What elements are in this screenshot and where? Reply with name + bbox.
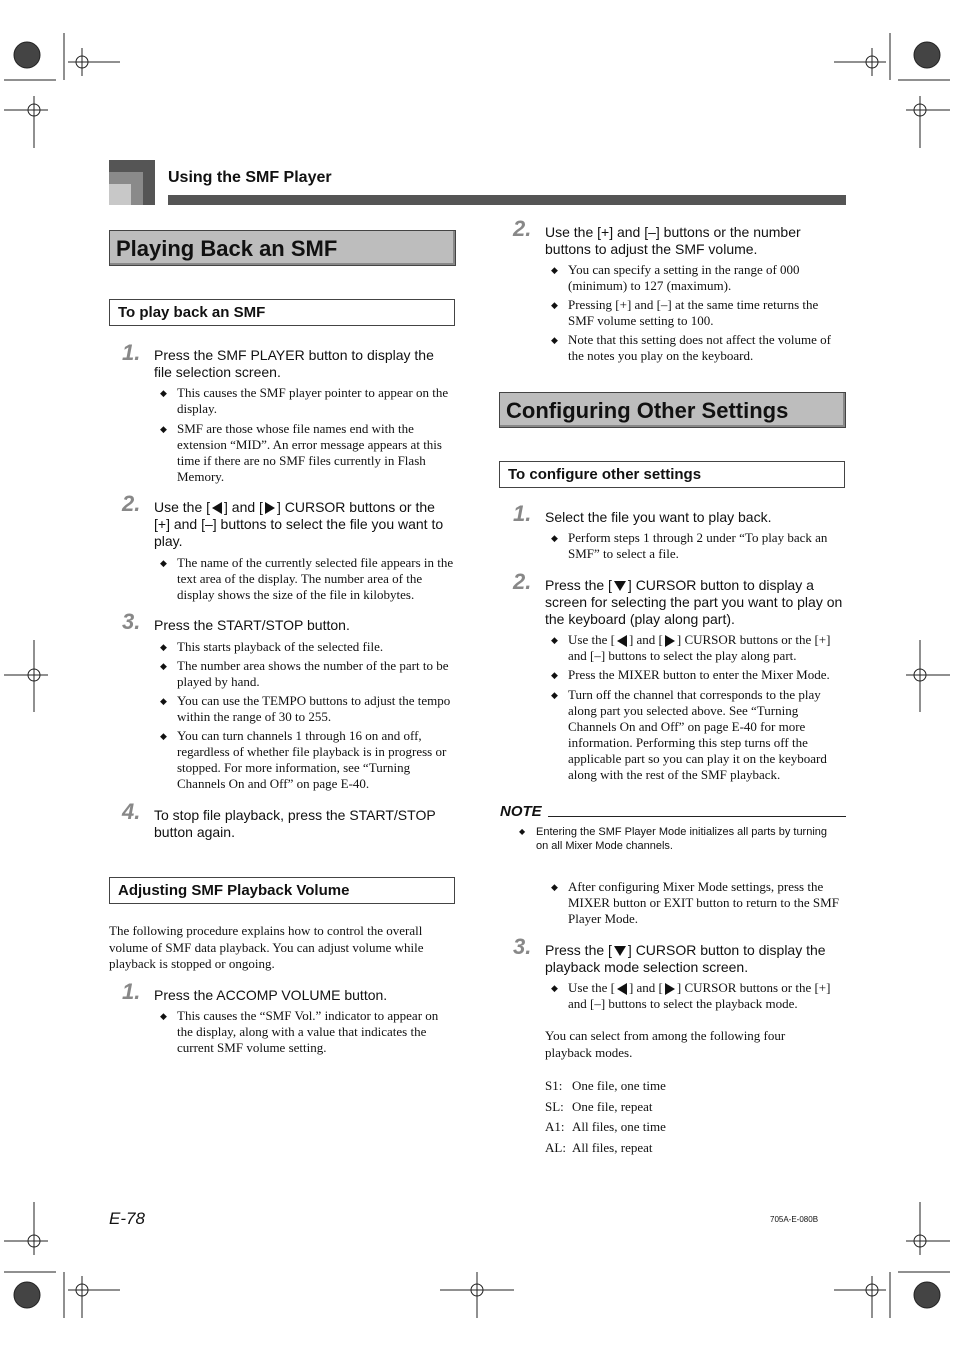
step-text: Press the [ ] CURSOR button to display a screen for selecting the part you want to play on the keyboard (play along part). [545,577,843,627]
bullet-item: ◆ You can turn channels 1 through 16 on and off, regardless of whether file playback is in progress or stopped. For more information, see “Turning Channels On and Off” on page E-40. [160,728,447,791]
page-number: E-78 [109,1209,145,1228]
step-number: 3. [513,934,532,959]
step-text: Press the [ ] CURSOR button to display the playback mode selection screen. [545,942,826,975]
mode-row: A1: All files, one time [545,1119,666,1134]
header-section-title: Using the SMF Player [168,169,332,186]
mode-row: S1: One file, one time [545,1078,666,1093]
header-block-graphic [109,160,155,205]
step-number: 2. [513,216,532,241]
bullet-item: ◆ The number area shows the number of the part to be played by hand. [160,658,449,689]
bullet-item: ◆ SMF are those whose file names end with the extension “MID”. An error message appears at this time if there are no SMF files currently in Flash Memory. [160,421,442,484]
bullet-item: ◆ Pressing [+] and [–] at the same time returns the SMF volume setting to 100. [551,297,819,328]
subsection-title-play-back: To play back an SMF [109,299,455,326]
subsection-title-adjust-volume: Adjusting SMF Playback Volume [109,877,455,904]
bullet-item: ◆ You can specify a setting in the range of 000 (minimum) to 127 (maximum). [551,262,800,293]
bullet-item: ◆ After configuring Mixer Mode settings, press the MIXER button or EXIT button to return to the SMF Player Mode. [551,879,839,926]
mode-row: SL: One file, repeat [545,1099,653,1114]
bullet-item: ◆ Use the [ ] and [ ] CURSOR buttons or the [+] and [–] buttons to select the play along part. [551,632,831,663]
note-rule [548,816,846,817]
step-number: 3. [122,609,141,634]
step-number: 1. [122,340,141,365]
subsection-title-configure: To configure other settings [499,461,845,488]
step-text: Press the SMF PLAYER button to display the file selection screen. [154,347,434,380]
bullet-item: ◆ Press the MIXER button to enter the Mixer Mode. [551,667,830,682]
step-number: 1. [122,979,141,1004]
bullet-item: ◆ Note that this setting does not affect the volume of the notes you play on the keyboard. [551,332,831,363]
cursor-down-icon [614,581,626,591]
step-text: Press the ACCOMP VOLUME button. [154,987,388,1003]
cursor-left-icon [212,502,222,514]
bullet-item: ◆ You can use the TEMPO buttons to adjust the tempo within the range of 30 to 255. [160,693,451,724]
modes-intro: You can select from among the following four playback modes. [545,1028,786,1060]
section-title-configuring: Configuring Other Settings [499,392,846,428]
cursor-right-icon [265,502,275,514]
bullet-item: ◆ This starts playback of the selected file. [160,639,384,654]
step-number: 1. [513,501,532,526]
bullet-item: ◆ Turn off the channel that corresponds to the play along part you selected above. See “Turning Channels On and Off” on page E-40 for more information. Performing this step turns off the applicable part so you can play it on the keyboard along with the rest of the SMF playback. [551,687,827,782]
cursor-left-icon [617,635,627,647]
intro-paragraph: The following procedure explains how to control the overall volume of SMF data playback. You can adjust volume while playback is stopped or ongoing. [109,923,424,971]
bullet-item: ◆ Use the [ ] and [ ] CURSOR buttons or the [+] and [–] buttons to select the playback mode. [551,980,831,1011]
cursor-right-icon [665,983,675,995]
note-bullet: ◆ Entering the SMF Player Mode initializes all parts by turning on all Mixer Mode channels. [519,826,828,852]
cursor-right-icon [665,635,675,647]
step-text: To stop file playback, press the START/STOP button again. [154,807,436,840]
step-text: Press the START/STOP button. [154,617,350,633]
step-text: Use the [+] and [–] buttons or the number buttons to adjust the SMF volume. [545,224,801,257]
section-title-playing-back: Playing Back an SMF [109,230,456,266]
step-number: 4. [122,799,141,824]
mode-row: AL: All files, repeat [545,1140,653,1155]
bullet-item: ◆ This causes the “SMF Vol.” indicator to appear on the display, along with a value that indicates the current SMF volume setting. [160,1008,439,1055]
step-number: 2. [513,569,532,594]
bullet-item: ◆ The name of the currently selected file appears in the text area of the display. The number area of the display shows the size of the file in kilobytes. [160,555,454,602]
note-label: NOTE [500,803,542,820]
document-code: 705A-E-080B [770,1215,819,1224]
bullet-item: ◆ Perform steps 1 through 2 under “To play back an SMF” to select a file. [551,530,828,561]
step-number: 2. [122,491,141,516]
step-text: Use the [ ] and [ ] CURSOR buttons or the [+] and [–] buttons to select the file you want to play. [154,499,444,549]
step-text: Select the file you want to play back. [545,509,772,525]
cursor-down-icon [614,946,626,956]
cursor-left-icon [617,983,627,995]
bullet-item: ◆ This causes the SMF player pointer to appear on the display. [160,385,449,416]
header-bar [168,195,846,205]
